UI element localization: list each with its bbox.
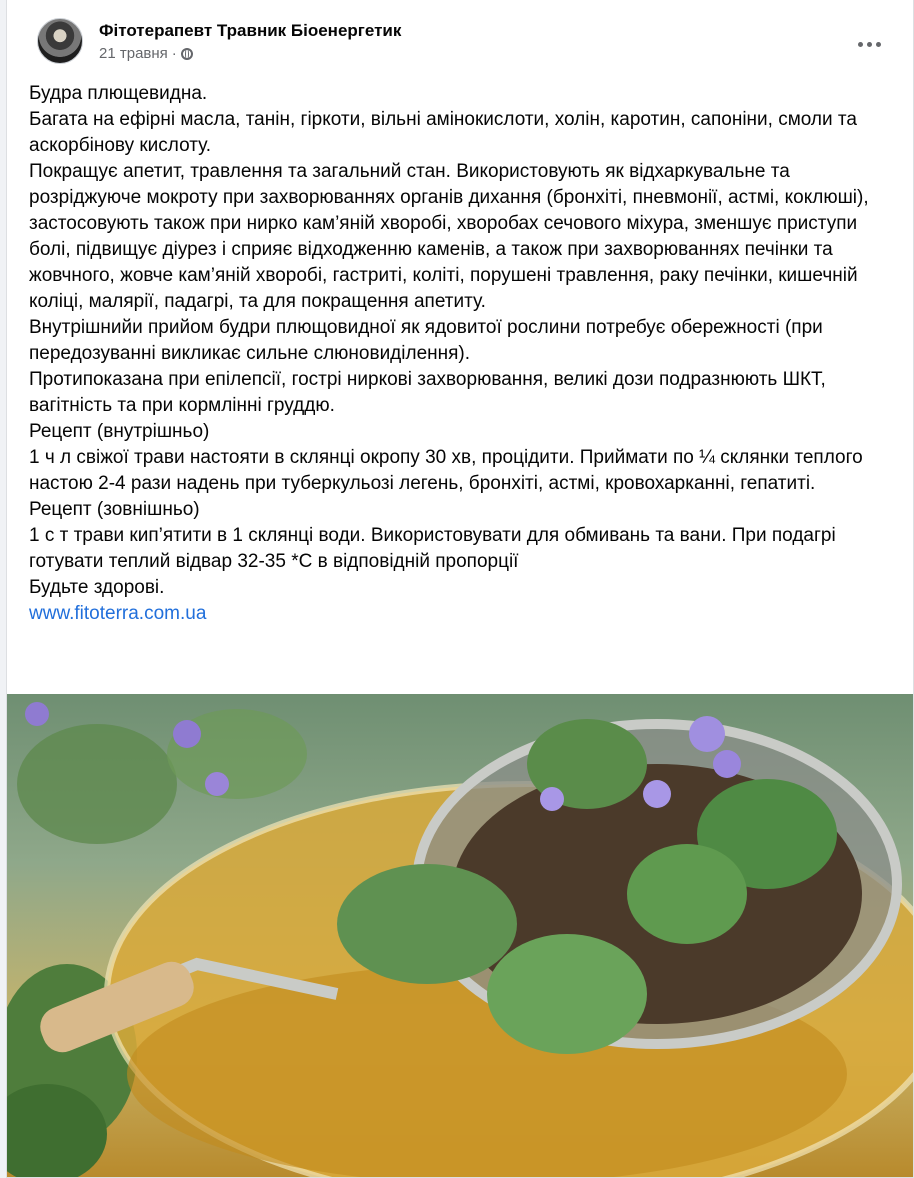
post-photo[interactable] [7, 694, 914, 1178]
post-paragraph: 1 ч л свіжої трави настояти в склянці окропу 30 хв, процідити. Приймати по ¼ склянки теплого настою 2-4 рази надень при туберкульозі легень, бронхіті, астмі, кровохарканні, гепатиті. [29, 447, 863, 494]
more-options-icon[interactable] [851, 32, 887, 56]
dot [858, 42, 863, 47]
post-text [29, 81, 899, 627]
post-meta [99, 45, 193, 62]
post-header [27, 14, 893, 70]
post-paragraph: 1 с т трави кип’ятити в 1 склянці води. Використовувати для обмивань та вани. При подагрі готувати теплий відвар 32-35 *С в відповідній пропорції [29, 525, 836, 572]
website-link[interactable]: www.fitoterra.com.ua [29, 603, 207, 624]
tea-photo-illustration [7, 694, 914, 1178]
post-card [6, 0, 914, 1178]
post-paragraph: Будьте здорові. [29, 577, 165, 598]
post-paragraph: Протипоказана при епілепсії, гострі ниркові захворювання, великі дози подразнюють ШКТ, вагітність та при кормлінні груддю. [29, 369, 826, 416]
post-paragraph: Рецепт (внутрішньо) [29, 421, 210, 442]
dot [876, 42, 881, 47]
author-avatar[interactable] [37, 18, 83, 64]
post-paragraph: Внутрішнийи прийом будри плющовидної як ядовитої рослини потребує обережності (при передозуванні викликає сильне слюновиділення). [29, 317, 823, 364]
globe-icon[interactable] [181, 48, 193, 60]
post-paragraph: Багата на ефірні масла, танін, гіркоти, вільні амінокислоти, холін, каротин, сапоніни, смоли та аскорбінову кислоту. [29, 109, 857, 156]
post-paragraph: Будра плющевидна. [29, 83, 208, 104]
meta-separator: · [171, 45, 177, 62]
post-date[interactable]: 21 травня [99, 45, 168, 62]
dot [867, 42, 872, 47]
post-paragraph: Покращує апетит, травлення та загальний стан. Використовують як відхаркувальне та розріджуюче мокроту при захворюваннях органів дихання (бронхіті, пневмонії, астмі, коклюші), застосовують також при нирко кам’яній хворобі, хворобах сечового міхура, зменшує приступи болі, підвищує діурез і сприяє відходженню каменів, а також при захворюваннях печінки та жовчного, жовче кам’яній хворобі, гастриті, коліті, порушені травлення, раку печінки, кишечній коліці, малярії, падагрі, та для покращення апетиту. [29, 161, 869, 312]
author-name[interactable]: Фітотерапевт Травник Біоенергетик [99, 21, 402, 40]
post-paragraph: Рецепт (зовнішньо) [29, 499, 200, 520]
